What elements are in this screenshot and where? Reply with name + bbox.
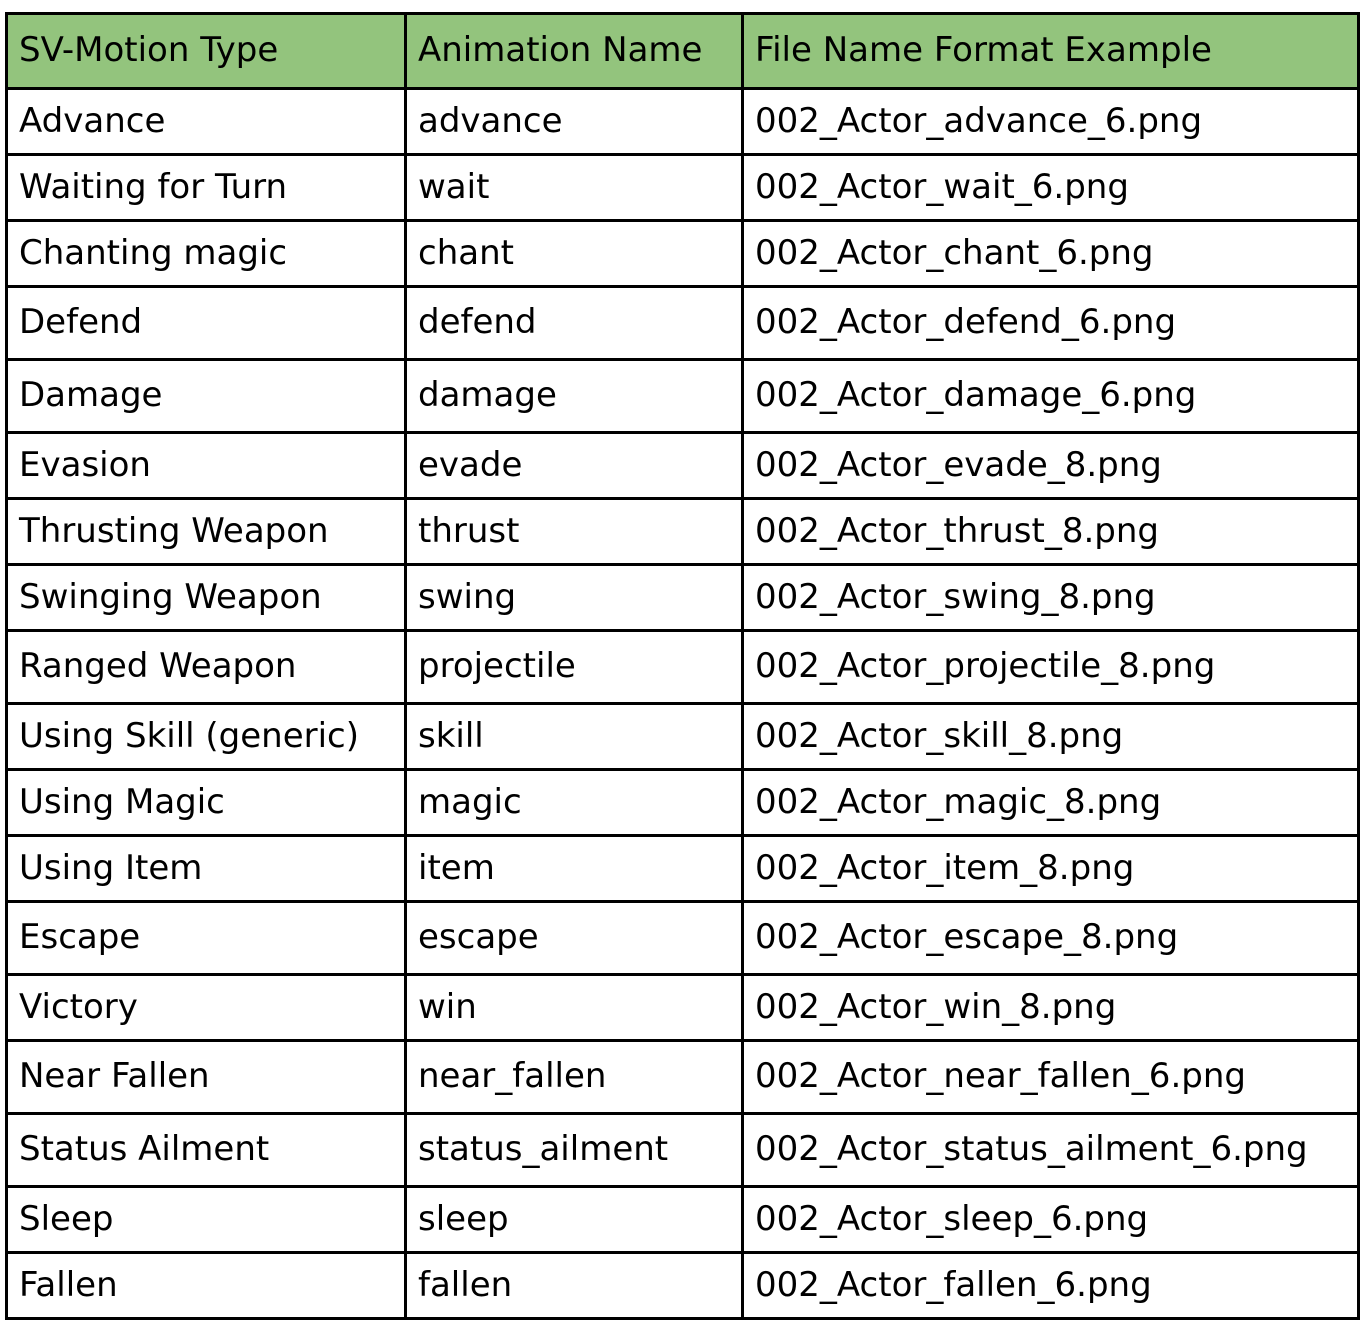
animation-name-cell: near_fallen [406, 1041, 743, 1114]
table-row [7, 360, 1359, 433]
table-header-row [7, 14, 1359, 89]
motion-type-cell: Evasion [7, 433, 406, 499]
table-row [7, 704, 1359, 770]
file-name-cell: 002_Actor_magic_8.png [743, 770, 1359, 836]
motion-type-cell: Near Fallen [7, 1041, 406, 1114]
animation-name-cell: escape [406, 902, 743, 975]
animation-name-cell: skill [406, 704, 743, 770]
column-header-motion-type: SV-Motion Type [7, 14, 406, 89]
motion-type-cell: Victory [7, 975, 406, 1041]
file-name-cell: 002_Actor_escape_8.png [743, 902, 1359, 975]
animation-name-cell: swing [406, 565, 743, 631]
table-row [7, 1041, 1359, 1114]
animation-name-cell: wait [406, 155, 743, 221]
motion-type-cell: Waiting for Turn [7, 155, 406, 221]
animation-name-cell: item [406, 836, 743, 902]
animation-name-cell: evade [406, 433, 743, 499]
table-row [7, 902, 1359, 975]
file-name-cell: 002_Actor_near_fallen_6.png [743, 1041, 1359, 1114]
sv-motion-table [5, 12, 1360, 1320]
table-row [7, 770, 1359, 836]
motion-type-cell: Chanting magic [7, 221, 406, 287]
file-name-cell: 002_Actor_thrust_8.png [743, 499, 1359, 565]
file-name-cell: 002_Actor_fallen_6.png [743, 1253, 1359, 1319]
motion-type-cell: Ranged Weapon [7, 631, 406, 704]
table-row [7, 433, 1359, 499]
motion-type-cell: Thrusting Weapon [7, 499, 406, 565]
animation-name-cell: sleep [406, 1187, 743, 1253]
motion-type-cell: Status Ailment [7, 1114, 406, 1187]
motion-type-cell: Fallen [7, 1253, 406, 1319]
file-name-cell: 002_Actor_evade_8.png [743, 433, 1359, 499]
motion-type-cell: Escape [7, 902, 406, 975]
animation-name-cell: thrust [406, 499, 743, 565]
animation-name-cell: status_ailment [406, 1114, 743, 1187]
table-row [7, 1187, 1359, 1253]
animation-name-cell: chant [406, 221, 743, 287]
motion-type-cell: Damage [7, 360, 406, 433]
motion-type-cell: Using Item [7, 836, 406, 902]
file-name-cell: 002_Actor_advance_6.png [743, 89, 1359, 155]
table-row [7, 565, 1359, 631]
motion-type-cell: Defend [7, 287, 406, 360]
table-row [7, 155, 1359, 221]
motion-type-cell: Using Skill (generic) [7, 704, 406, 770]
file-name-cell: 002_Actor_status_ailment_6.png [743, 1114, 1359, 1187]
file-name-cell: 002_Actor_wait_6.png [743, 155, 1359, 221]
motion-type-cell: Swinging Weapon [7, 565, 406, 631]
motion-type-cell: Sleep [7, 1187, 406, 1253]
table-row [7, 631, 1359, 704]
motion-type-cell: Advance [7, 89, 406, 155]
file-name-cell: 002_Actor_swing_8.png [743, 565, 1359, 631]
animation-name-cell: damage [406, 360, 743, 433]
animation-name-cell: advance [406, 89, 743, 155]
file-name-cell: 002_Actor_defend_6.png [743, 287, 1359, 360]
file-name-cell: 002_Actor_win_8.png [743, 975, 1359, 1041]
animation-name-cell: magic [406, 770, 743, 836]
file-name-cell: 002_Actor_damage_6.png [743, 360, 1359, 433]
file-name-cell: 002_Actor_projectile_8.png [743, 631, 1359, 704]
table-row [7, 975, 1359, 1041]
motion-type-cell: Using Magic [7, 770, 406, 836]
table-row [7, 287, 1359, 360]
animation-name-cell: win [406, 975, 743, 1041]
column-header-file-name: File Name Format Example [743, 14, 1359, 89]
table-row [7, 499, 1359, 565]
column-header-animation-name: Animation Name [406, 14, 743, 89]
table-row [7, 1114, 1359, 1187]
file-name-cell: 002_Actor_chant_6.png [743, 221, 1359, 287]
file-name-cell: 002_Actor_sleep_6.png [743, 1187, 1359, 1253]
table-row [7, 89, 1359, 155]
table-row [7, 221, 1359, 287]
animation-name-cell: fallen [406, 1253, 743, 1319]
animation-name-cell: projectile [406, 631, 743, 704]
table-row [7, 1253, 1359, 1319]
table-row [7, 836, 1359, 902]
file-name-cell: 002_Actor_skill_8.png [743, 704, 1359, 770]
file-name-cell: 002_Actor_item_8.png [743, 836, 1359, 902]
animation-name-cell: defend [406, 287, 743, 360]
